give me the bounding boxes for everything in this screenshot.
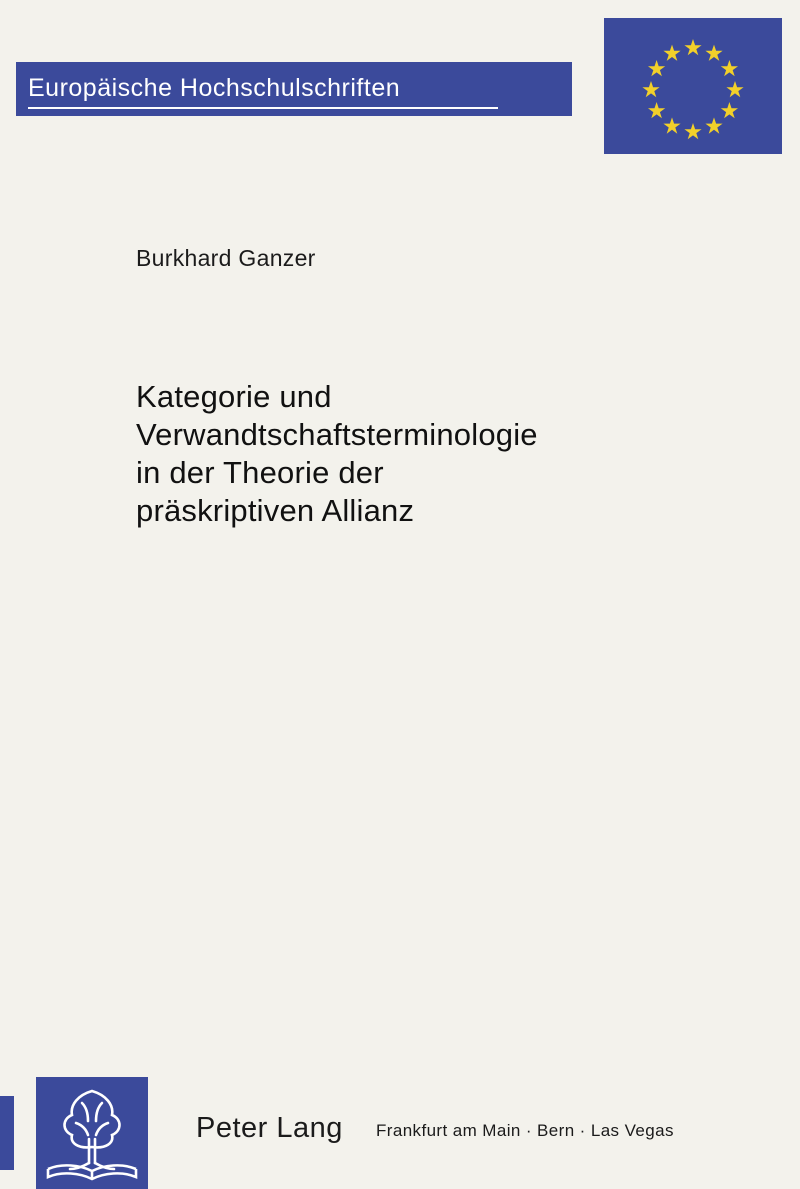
title-line-3: in der Theorie der — [136, 455, 384, 490]
spine-accent-bar — [0, 1096, 14, 1170]
author-name: Burkhard Ganzer — [136, 245, 316, 271]
book-title — [136, 378, 736, 530]
european-stars-flag — [604, 18, 782, 154]
series-underline — [28, 107, 498, 109]
title-line-4: präskriptiven Allianz — [136, 493, 415, 528]
stars-icon — [604, 18, 782, 154]
publisher-places: Frankfurt am Main · Bern · Las Vegas — [376, 1121, 674, 1140]
title-line-1: Kategorie und — [136, 379, 332, 414]
publisher-name: Peter Lang — [196, 1112, 343, 1144]
tree-book-icon — [36, 1077, 148, 1189]
series-title: Europäische Hochschulschriften — [28, 74, 401, 102]
title-line-2: Verwandtschaftsterminologie — [136, 417, 538, 452]
peter-lang-tree-book-logo — [36, 1077, 148, 1189]
